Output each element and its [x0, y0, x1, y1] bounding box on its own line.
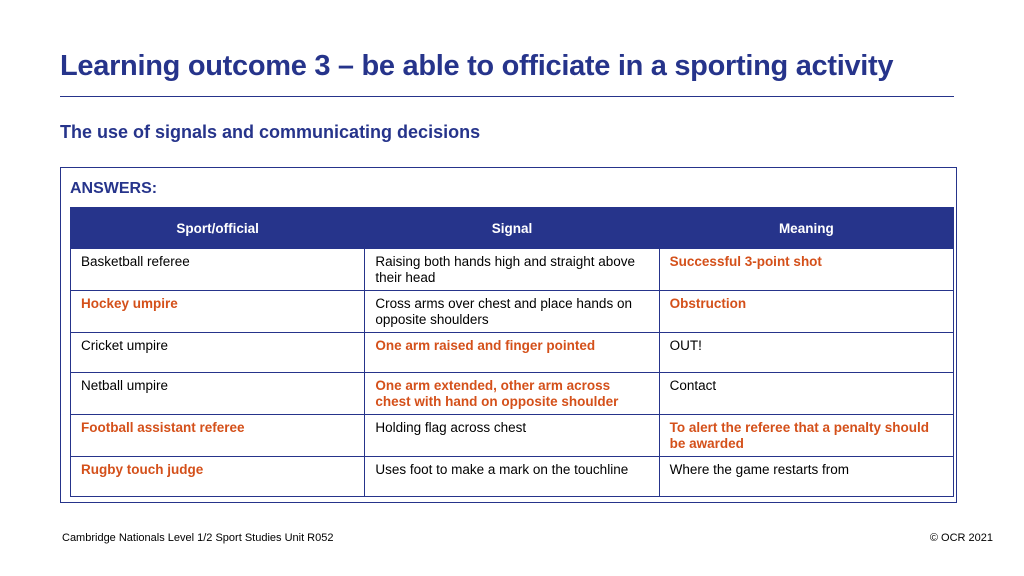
signal-answer-cell: One arm extended, other arm across chest with hand on opposite shoulder [365, 373, 659, 415]
page-subtitle: The use of signals and communicating decisions [60, 122, 481, 142]
meaning-cell: OUT! [659, 333, 953, 373]
sport-official-cell: Netball umpire [71, 373, 365, 415]
table-row [71, 373, 954, 415]
column-header-signal: Signal [365, 208, 659, 249]
table-row [71, 457, 954, 497]
footer-course-label: Cambridge Nationals Level 1/2 Sport Studies Unit R052 [62, 532, 334, 544]
answers-label: ANSWERS: [70, 180, 158, 197]
sport-official-cell: Cricket umpire [71, 333, 365, 373]
meaning-answer-cell: To alert the referee that a penalty should be awarded [659, 415, 953, 457]
signal-answer-cell: One arm raised and finger pointed [365, 333, 659, 373]
meaning-cell: Where the game restarts from [659, 457, 953, 497]
signal-cell: Cross arms over chest and place hands on opposite shoulders [365, 291, 659, 333]
table-header-row [71, 208, 954, 249]
signal-cell: Raising both hands high and straight above their head [365, 249, 659, 291]
table-row [71, 291, 954, 333]
sport-official-cell: Basketball referee [71, 249, 365, 291]
signal-cell: Holding flag across chest [365, 415, 659, 457]
column-header-meaning: Meaning [659, 208, 953, 249]
footer-copyright: © OCR 2021 [929, 532, 993, 544]
column-header-sport-official: Sport/official [71, 208, 365, 249]
sport-official-answer-cell: Hockey umpire [71, 291, 365, 333]
meaning-answer-cell: Successful 3-point shot [659, 249, 953, 291]
sport-official-answer-cell: Football assistant referee [71, 415, 365, 457]
meaning-answer-cell: Obstruction [659, 291, 953, 333]
title-divider [60, 96, 954, 97]
page-title: Learning outcome 3 – be able to officiate in a sporting activity [60, 50, 894, 82]
sport-official-answer-cell: Rugby touch judge [71, 457, 365, 497]
signal-cell: Uses foot to make a mark on the touchline [365, 457, 659, 497]
table-row [71, 415, 954, 457]
table-row [71, 333, 954, 373]
answers-panel [60, 167, 957, 503]
signals-table [70, 207, 954, 497]
table-row [71, 249, 954, 291]
meaning-cell: Contact [659, 373, 953, 415]
